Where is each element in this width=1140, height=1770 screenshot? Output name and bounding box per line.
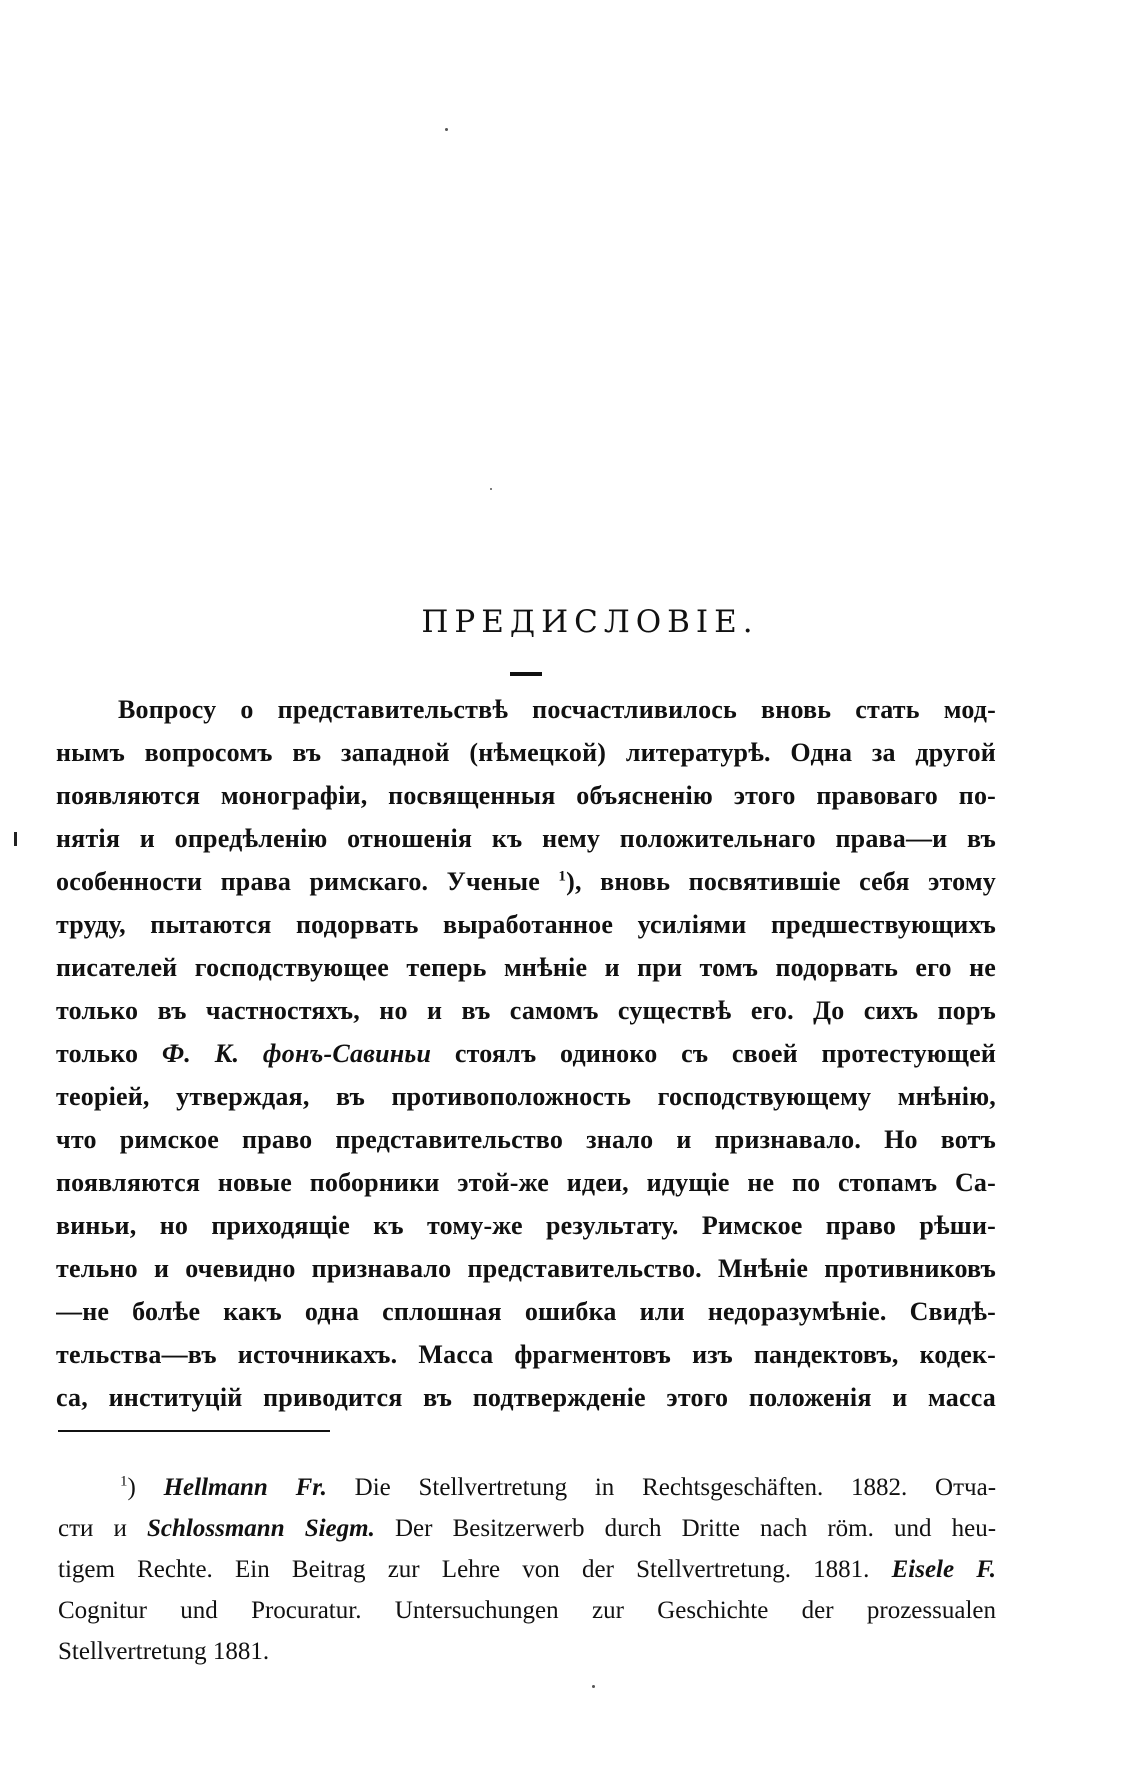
body-text: стоялъ одиноко съ своей протестующей (454, 1039, 996, 1068)
body-line: труду, пытаются подорвать выработанное усиліями предшествующихъ (56, 910, 996, 939)
body-text: особенности права римскаго. Ученые (56, 867, 540, 896)
body-line: теоріей, утверждая, въ противоположность господствующему мнѣнію, (56, 1082, 996, 1111)
footnote-line: Stellvertretung 1881. (58, 1638, 270, 1665)
footnote-author: Hellmann Fr. (163, 1474, 327, 1501)
body-line: что римское право представительство знало и признавало. Но вотъ (56, 1125, 996, 1154)
body-line: нятія и опредѣленію отношенія къ нему положительнаго права—и въ (56, 824, 996, 853)
paper-speck (592, 1685, 595, 1688)
author-name: Ф. К. фонъ-Савиньи (161, 1039, 432, 1068)
page-title: ПРЕДИСЛОВІЕ. (421, 604, 759, 640)
footnote-line: $^1$) Hellmann Fr. Die Stellvertretung in Rechtsgeschäften. 1882. Отча- (120, 1473, 996, 1501)
footnote-ref: 1 (558, 868, 567, 885)
footnotes (58, 1467, 996, 1672)
footnote-text: сти и (58, 1515, 127, 1542)
body-text: только (56, 1039, 139, 1068)
footnote-text: Die Stellvertretung in Rechtsgeschäften. 1882. Отча- (354, 1474, 996, 1501)
footnote-line: Cognitur und Procuratur. Untersuchungen zur Geschichte der prozessualen (58, 1597, 996, 1624)
footnote-line (58, 1549, 996, 1590)
paper-speck (490, 488, 492, 490)
footnote-text: Der Besitzerwerb durch Dritte nach röm. und heu- (394, 1515, 996, 1542)
preface-body (56, 688, 996, 1419)
body-line (56, 1032, 996, 1075)
paper-speck (445, 128, 448, 131)
footnote-rule (58, 1430, 330, 1432)
body-line: появляются новые поборники этой-же идеи, идущіе не по стопамъ Са- (56, 1168, 996, 1197)
body-line: виньи, но приходящіе къ тому-же результату. Римское право рѣши- (56, 1211, 996, 1240)
footnote-line (58, 1508, 996, 1549)
body-line: са, институцій приводится въ подтвержденіе этого положенія и масса (56, 1383, 996, 1412)
footnote-author: Schlossmann Siegm. (147, 1515, 375, 1542)
body-line: только въ частностяхъ, но и въ самомъ существѣ его. До сихъ поръ (56, 996, 996, 1025)
title-rule (510, 672, 542, 676)
footnote-mark: 1 (120, 1473, 128, 1490)
body-text: ), вновь посвятившіе себя этому (566, 867, 996, 896)
margin-mark (14, 832, 17, 846)
body-line: тельства—въ источникахъ. Масса фрагментовъ изъ пандектовъ, кодек- (56, 1340, 996, 1369)
body-line: —не болѣе какъ одна сплошная ошибка или недоразумѣніе. Свидѣ- (56, 1297, 996, 1326)
footnote-text: tigem Rechte. Ein Beitrag zur Lehre von der Stellvertretung. 1881. (58, 1556, 870, 1583)
body-line: Вопросу о представительствѣ посчастливилось вновь стать мод- (118, 695, 996, 724)
body-line: нымъ вопросомъ въ западной (нѣмецкой) литературѣ. Одна за другой (56, 738, 996, 767)
body-line (56, 860, 996, 903)
footnote-author: Eisele F. (891, 1556, 996, 1583)
body-line: появляются монографіи, посвященныя объясненію этого правоваго по- (56, 781, 996, 810)
body-line: тельно и очевидно признавало представительство. Мнѣніе противниковъ (56, 1254, 996, 1283)
body-line: писателей господствующее теперь мнѣніе и при томъ подорвать его не (56, 953, 996, 982)
